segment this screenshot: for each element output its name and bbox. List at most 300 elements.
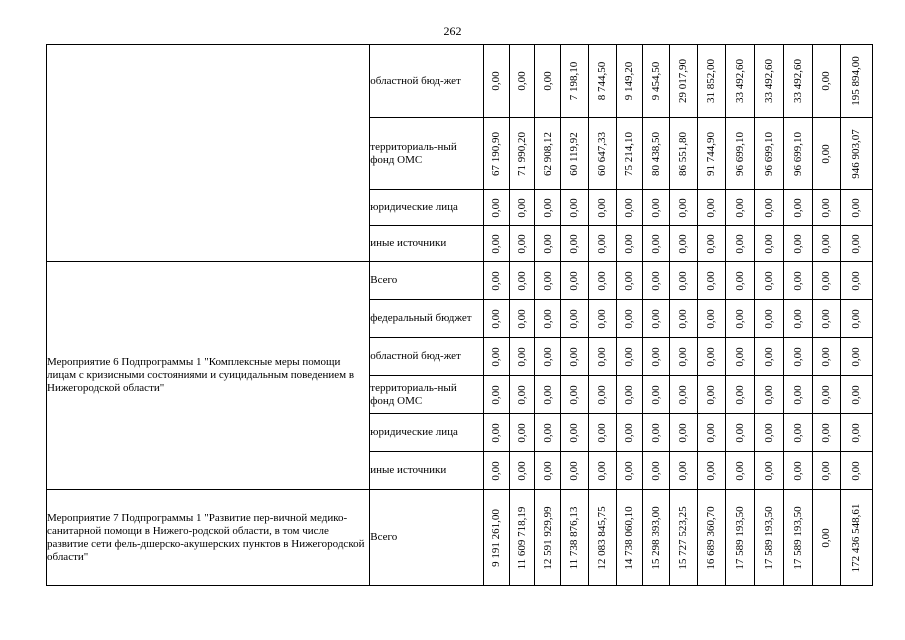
value-text: 0,00 [596, 233, 609, 254]
value-cell [783, 490, 812, 586]
value-text: 0,00 [490, 384, 503, 405]
value-text: 0,00 [820, 527, 833, 548]
value-cell [483, 338, 509, 376]
value-text: 0,00 [762, 460, 775, 481]
value-cell [588, 490, 616, 586]
value-cell [616, 45, 643, 118]
value-text: 0,00 [762, 384, 775, 405]
value-cell [812, 338, 840, 376]
value-text: 0,00 [705, 270, 718, 291]
value-text: 0,00 [733, 346, 746, 367]
value-cell [535, 226, 561, 262]
value-text: 0,00 [515, 233, 528, 254]
value-text: 0,00 [623, 308, 636, 329]
value-text: 0,00 [515, 384, 528, 405]
value-cell [697, 226, 725, 262]
value-cell [588, 118, 616, 190]
value-text: 0,00 [677, 270, 690, 291]
value-text: 0,00 [515, 460, 528, 481]
value-cell [840, 45, 872, 118]
value-text: 0,00 [568, 233, 581, 254]
value-cell [483, 190, 509, 226]
value-text: 0,00 [733, 197, 746, 218]
value-text: 0,00 [490, 270, 503, 291]
value-text: 0,00 [762, 270, 775, 291]
value-text: 0,00 [623, 233, 636, 254]
table-row [47, 262, 873, 300]
value-cell [812, 376, 840, 414]
value-cell [588, 190, 616, 226]
funding-source-cell: областной бюд-жет [370, 45, 484, 118]
value-text: 0,00 [623, 197, 636, 218]
value-text: 0,00 [762, 308, 775, 329]
value-text: 0,00 [515, 71, 528, 91]
value-cell [725, 452, 754, 490]
value-cell [754, 490, 783, 586]
value-cell [697, 300, 725, 338]
value-cell [725, 414, 754, 452]
value-cell [560, 300, 588, 338]
table-row [47, 45, 873, 118]
value-text: 0,00 [650, 270, 663, 291]
value-text: 0,00 [791, 308, 804, 329]
value-cell [754, 452, 783, 490]
value-cell [670, 338, 698, 376]
value-cell [697, 452, 725, 490]
value-text: 0,00 [568, 422, 581, 443]
value-cell [670, 376, 698, 414]
value-cell [840, 414, 872, 452]
value-text: 80 438,50 [650, 131, 663, 176]
activity-name-cell [47, 45, 370, 262]
value-cell [840, 376, 872, 414]
value-cell [509, 338, 535, 376]
value-text: 0,00 [820, 460, 833, 481]
value-cell [483, 490, 509, 586]
value-text: 7 198,10 [568, 61, 581, 101]
value-cell [840, 338, 872, 376]
value-text: 96 699,10 [733, 131, 746, 176]
value-cell [783, 414, 812, 452]
value-cell [783, 226, 812, 262]
value-text: 11 738 876,13 [568, 506, 581, 569]
value-text: 0,00 [677, 308, 690, 329]
value-text: 0,00 [791, 422, 804, 443]
value-cell [560, 414, 588, 452]
value-text: 86 551,80 [677, 131, 690, 176]
value-cell [616, 414, 643, 452]
value-text: 0,00 [850, 308, 863, 329]
value-cell [754, 300, 783, 338]
value-cell [483, 452, 509, 490]
value-cell [783, 376, 812, 414]
value-cell [643, 262, 670, 300]
value-text: 15 727 523,25 [677, 505, 690, 570]
value-cell [840, 226, 872, 262]
value-cell [643, 452, 670, 490]
value-cell [643, 300, 670, 338]
value-cell [560, 118, 588, 190]
value-cell [588, 45, 616, 118]
value-text: 0,00 [762, 422, 775, 443]
value-cell [535, 452, 561, 490]
value-text: 0,00 [705, 422, 718, 443]
funding-source-cell: Всего [370, 262, 484, 300]
value-cell [616, 226, 643, 262]
value-cell [754, 414, 783, 452]
value-text: 0,00 [791, 270, 804, 291]
value-text: 0,00 [820, 71, 833, 91]
value-cell [616, 118, 643, 190]
value-cell [643, 45, 670, 118]
value-text: 75 214,10 [623, 131, 636, 176]
value-text: 9 149,20 [623, 61, 636, 101]
value-cell [616, 452, 643, 490]
value-text: 0,00 [850, 197, 863, 218]
budget-table [46, 44, 873, 586]
value-text: 14 738 060,10 [623, 505, 636, 570]
value-cell [812, 45, 840, 118]
value-cell [754, 376, 783, 414]
value-cell [560, 452, 588, 490]
value-text: 0,00 [820, 233, 833, 254]
value-text: 0,00 [596, 197, 609, 218]
value-text: 17 589 193,50 [762, 505, 775, 570]
value-text: 8 744,50 [596, 61, 609, 101]
funding-source-cell: территориаль-ный фонд ОМС [370, 376, 484, 414]
value-cell [560, 262, 588, 300]
value-text: 0,00 [733, 308, 746, 329]
value-text: 0,00 [623, 270, 636, 291]
value-cell [535, 414, 561, 452]
value-text: 0,00 [541, 233, 554, 254]
value-cell [812, 414, 840, 452]
value-cell [725, 190, 754, 226]
value-cell [812, 300, 840, 338]
value-cell [509, 118, 535, 190]
value-cell [840, 490, 872, 586]
value-text: 0,00 [568, 270, 581, 291]
value-text: 0,00 [568, 308, 581, 329]
funding-source-cell: областной бюд-жет [370, 338, 484, 376]
value-cell [535, 490, 561, 586]
value-text: 0,00 [623, 460, 636, 481]
value-cell [643, 338, 670, 376]
value-cell [483, 300, 509, 338]
value-text: 0,00 [515, 346, 528, 367]
value-cell [509, 376, 535, 414]
value-text: 172 436 548,61 [850, 503, 863, 572]
value-text: 0,00 [490, 197, 503, 218]
funding-source-cell: территориаль-ный фонд ОМС [370, 118, 484, 190]
value-cell [616, 338, 643, 376]
value-cell [754, 118, 783, 190]
table-row [47, 490, 873, 586]
value-cell [697, 118, 725, 190]
value-text: 0,00 [705, 308, 718, 329]
value-cell [670, 118, 698, 190]
value-cell [509, 490, 535, 586]
value-text: 0,00 [850, 270, 863, 291]
value-text: 0,00 [596, 346, 609, 367]
value-text: 0,00 [568, 460, 581, 481]
funding-source-cell: иные источники [370, 226, 484, 262]
value-text: 0,00 [541, 308, 554, 329]
value-text: 0,00 [733, 233, 746, 254]
value-cell [483, 414, 509, 452]
value-cell [588, 338, 616, 376]
value-text: 0,00 [733, 270, 746, 291]
value-text: 0,00 [650, 460, 663, 481]
value-cell [535, 300, 561, 338]
value-text: 0,00 [791, 346, 804, 367]
value-cell [643, 376, 670, 414]
value-text: 0,00 [705, 233, 718, 254]
value-text: 0,00 [850, 346, 863, 367]
value-cell [588, 226, 616, 262]
value-cell [754, 262, 783, 300]
value-cell [725, 490, 754, 586]
value-text: 0,00 [677, 197, 690, 218]
value-text: 0,00 [515, 422, 528, 443]
value-cell [643, 490, 670, 586]
value-cell [725, 45, 754, 118]
value-text: 0,00 [596, 308, 609, 329]
value-text: 0,00 [705, 197, 718, 218]
value-text: 0,00 [791, 233, 804, 254]
value-text: 62 908,12 [541, 131, 554, 176]
value-cell [670, 452, 698, 490]
value-text: 0,00 [705, 460, 718, 481]
value-cell [588, 262, 616, 300]
funding-source-cell: Всего [370, 490, 484, 586]
value-cell [783, 300, 812, 338]
value-text: 11 609 718,19 [515, 506, 528, 569]
value-text: 0,00 [677, 346, 690, 367]
value-cell [840, 452, 872, 490]
value-cell [670, 226, 698, 262]
value-cell [588, 452, 616, 490]
value-cell [616, 300, 643, 338]
value-cell [509, 262, 535, 300]
value-cell [725, 376, 754, 414]
value-cell [616, 490, 643, 586]
value-text: 0,00 [850, 422, 863, 443]
value-cell [483, 45, 509, 118]
funding-source-cell: юридические лица [370, 190, 484, 226]
value-cell [560, 45, 588, 118]
value-text: 67 190,90 [490, 131, 503, 176]
value-text: 0,00 [490, 233, 503, 254]
value-text: 0,00 [541, 422, 554, 443]
value-text: 0,00 [650, 384, 663, 405]
value-cell [812, 190, 840, 226]
value-text: 0,00 [541, 384, 554, 405]
value-text: 15 298 393,00 [650, 505, 663, 570]
value-cell [535, 338, 561, 376]
value-cell [670, 190, 698, 226]
value-cell [643, 414, 670, 452]
value-cell [670, 490, 698, 586]
value-text: 17 589 193,50 [791, 505, 804, 570]
value-text: 0,00 [515, 270, 528, 291]
value-text: 0,00 [791, 460, 804, 481]
value-cell [535, 118, 561, 190]
value-text: 0,00 [820, 346, 833, 367]
value-cell [697, 414, 725, 452]
value-text: 0,00 [541, 346, 554, 367]
value-cell [725, 226, 754, 262]
value-cell [783, 338, 812, 376]
value-cell [754, 338, 783, 376]
value-cell [840, 190, 872, 226]
value-text: 0,00 [820, 197, 833, 218]
value-cell [560, 226, 588, 262]
value-cell [670, 45, 698, 118]
value-text: 0,00 [705, 346, 718, 367]
value-text: 0,00 [850, 384, 863, 405]
value-text: 0,00 [490, 422, 503, 443]
value-text: 17 589 193,50 [733, 505, 746, 570]
value-text: 0,00 [568, 384, 581, 405]
value-text: 195 894,00 [850, 56, 863, 106]
value-cell [670, 414, 698, 452]
value-text: 0,00 [650, 197, 663, 218]
value-text: 16 689 360,70 [705, 505, 718, 570]
value-cell [725, 118, 754, 190]
funding-source-cell: иные источники [370, 452, 484, 490]
value-cell [697, 45, 725, 118]
page-number: 262 [443, 24, 462, 38]
value-cell [783, 118, 812, 190]
value-text: 0,00 [541, 71, 554, 91]
value-text: 0,00 [541, 460, 554, 481]
value-text: 0,00 [850, 460, 863, 481]
value-cell [588, 300, 616, 338]
budget-table-body [47, 45, 873, 586]
value-text: 0,00 [733, 460, 746, 481]
value-cell [697, 490, 725, 586]
value-text: 0,00 [623, 422, 636, 443]
value-cell [783, 262, 812, 300]
value-text: 0,00 [650, 422, 663, 443]
value-cell [783, 45, 812, 118]
value-text: 0,00 [650, 308, 663, 329]
value-text: 0,00 [733, 384, 746, 405]
value-cell [725, 300, 754, 338]
value-cell [783, 452, 812, 490]
value-cell [509, 414, 535, 452]
value-text: 96 699,10 [791, 131, 804, 176]
value-cell [483, 376, 509, 414]
value-text: 0,00 [541, 197, 554, 218]
value-text: 71 990,20 [515, 131, 528, 176]
activity-name-cell: Мероприятие 6 Подпрограммы 1 "Комплексные меры помощи лицам с кризисными состояниями и суицидальным поведением в Нижегородской области" [47, 262, 370, 490]
value-text: 33 492,60 [791, 59, 804, 103]
value-text: 91 744,90 [705, 131, 718, 176]
value-cell [840, 262, 872, 300]
value-text: 0,00 [820, 422, 833, 443]
value-text: 0,00 [490, 460, 503, 481]
value-cell [535, 262, 561, 300]
activity-name-cell: Мероприятие 7 Подпрограммы 1 "Развитие пер-вичной медико-санитарной помощи в Нижего-родской области, в том числе развитие сети фель-дшерско-акушерских пунктов в Нижегородской области" [47, 490, 370, 586]
value-text: 12 591 929,99 [541, 505, 554, 570]
value-text: 0,00 [490, 71, 503, 91]
value-cell [643, 190, 670, 226]
value-text: 0,00 [568, 346, 581, 367]
value-cell [670, 300, 698, 338]
value-text: 29 017,90 [677, 59, 690, 103]
value-cell [812, 490, 840, 586]
value-cell [509, 190, 535, 226]
value-cell [725, 338, 754, 376]
value-text: 0,00 [677, 422, 690, 443]
value-cell [560, 190, 588, 226]
value-cell [812, 452, 840, 490]
value-text: 0,00 [762, 346, 775, 367]
value-text: 0,00 [820, 384, 833, 405]
value-cell [560, 338, 588, 376]
value-text: 0,00 [733, 422, 746, 443]
value-text: 60 119,92 [568, 131, 581, 176]
value-cell [509, 226, 535, 262]
value-cell [588, 376, 616, 414]
value-cell [697, 262, 725, 300]
value-text: 33 492,60 [762, 59, 775, 103]
value-text: 0,00 [568, 197, 581, 218]
value-text: 0,00 [490, 308, 503, 329]
value-text: 33 492,60 [733, 59, 746, 103]
value-text: 0,00 [623, 346, 636, 367]
value-text: 0,00 [677, 233, 690, 254]
value-text: 0,00 [650, 346, 663, 367]
value-text: 0,00 [650, 233, 663, 254]
value-cell [535, 190, 561, 226]
value-text: 0,00 [596, 460, 609, 481]
value-cell [754, 226, 783, 262]
value-text: 0,00 [820, 308, 833, 329]
value-cell [697, 190, 725, 226]
value-cell [840, 118, 872, 190]
value-text: 0,00 [515, 308, 528, 329]
value-text: 60 647,33 [596, 131, 609, 176]
value-cell [783, 190, 812, 226]
value-cell [560, 376, 588, 414]
value-text: 0,00 [820, 270, 833, 291]
value-cell [725, 262, 754, 300]
value-text: 0,00 [623, 384, 636, 405]
value-text: 0,00 [705, 384, 718, 405]
value-text: 12 083 845,75 [596, 505, 609, 570]
value-text: 0,00 [490, 346, 503, 367]
value-cell [509, 45, 535, 118]
value-cell [670, 262, 698, 300]
value-cell [560, 490, 588, 586]
value-cell [840, 300, 872, 338]
value-cell [697, 338, 725, 376]
value-cell [754, 190, 783, 226]
value-cell [754, 45, 783, 118]
value-cell [616, 262, 643, 300]
value-text: 96 699,10 [762, 131, 775, 176]
funding-source-cell: федеральный бюджет [370, 300, 484, 338]
value-cell [509, 452, 535, 490]
value-text: 946 903,07 [850, 128, 863, 179]
value-text: 0,00 [515, 197, 528, 218]
value-cell [643, 118, 670, 190]
value-text: 0,00 [791, 197, 804, 218]
value-cell [616, 190, 643, 226]
